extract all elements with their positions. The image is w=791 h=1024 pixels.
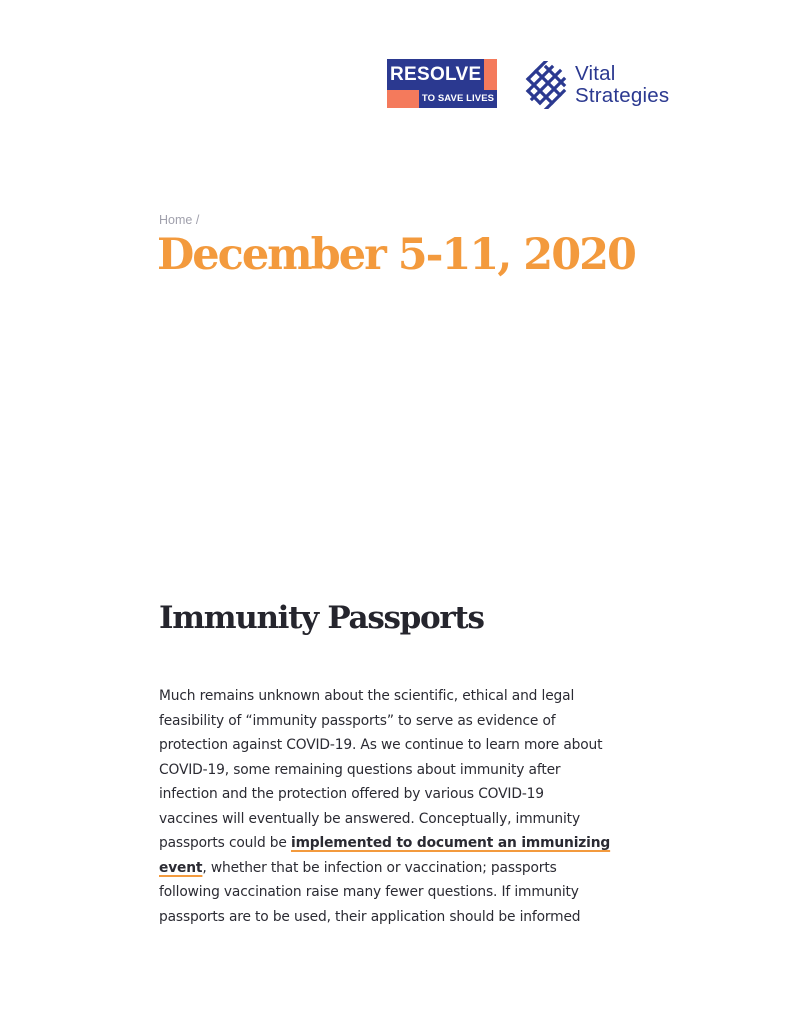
breadcrumb [159,213,199,227]
body-line: feasibility of “immunity passports” to serve as evidence of [159,712,556,729]
vital-wordmark-line2: Strategies [575,84,670,107]
resolve-logo-word: RESOLVE [390,64,482,85]
body-line: COVID-19, some remaining questions about immunity after [159,761,561,778]
vital-strategies-wordmark [575,63,669,107]
body-line: passports are to be used, their application should be informed [159,908,581,925]
resolve-logo-accent [484,59,497,90]
body-line: Much remains unknown about the scientific, ethical and legal [159,688,575,704]
immunizing-event-link[interactable]: implemented to document an immunizing [290,835,611,851]
body-line [159,856,639,881]
body-text-segment: , whether that be infection or vaccination; passports [202,859,557,876]
body-line: protection against COVID-19. As we continue to learn more about [159,737,603,753]
resolve-logo-top [387,59,497,90]
body-line: vaccines will eventually be answered. Conceptually, immunity [159,810,580,827]
breadcrumb-separator: / [195,213,200,227]
header-logos [387,59,669,111]
body-line: infection and the protection offered by various COVID-19 [159,786,544,802]
vital-strategies-logo[interactable] [522,59,669,111]
lattice-mark-icon [522,61,570,109]
resolve-to-save-lives-logo[interactable] [387,59,497,108]
resolve-logo-tagline: TO SAVE LIVES [419,90,497,108]
body-line [159,831,639,856]
resolve-logo-bottom-accent [387,90,419,108]
section-heading: Immunity Passports [159,600,484,636]
section-body-text [159,684,639,929]
vital-wordmark-line1: Vital [575,62,616,85]
page-title: December 5-11, 2020 [157,230,635,280]
resolve-logo-bottom [387,90,497,108]
body-text-segment: passports could be [159,835,291,851]
breadcrumb-home-link[interactable]: Home [159,213,193,227]
body-line: following vaccination raise many fewer questions. If immunity [159,884,579,900]
immunizing-event-link-continued[interactable]: event [159,859,203,876]
